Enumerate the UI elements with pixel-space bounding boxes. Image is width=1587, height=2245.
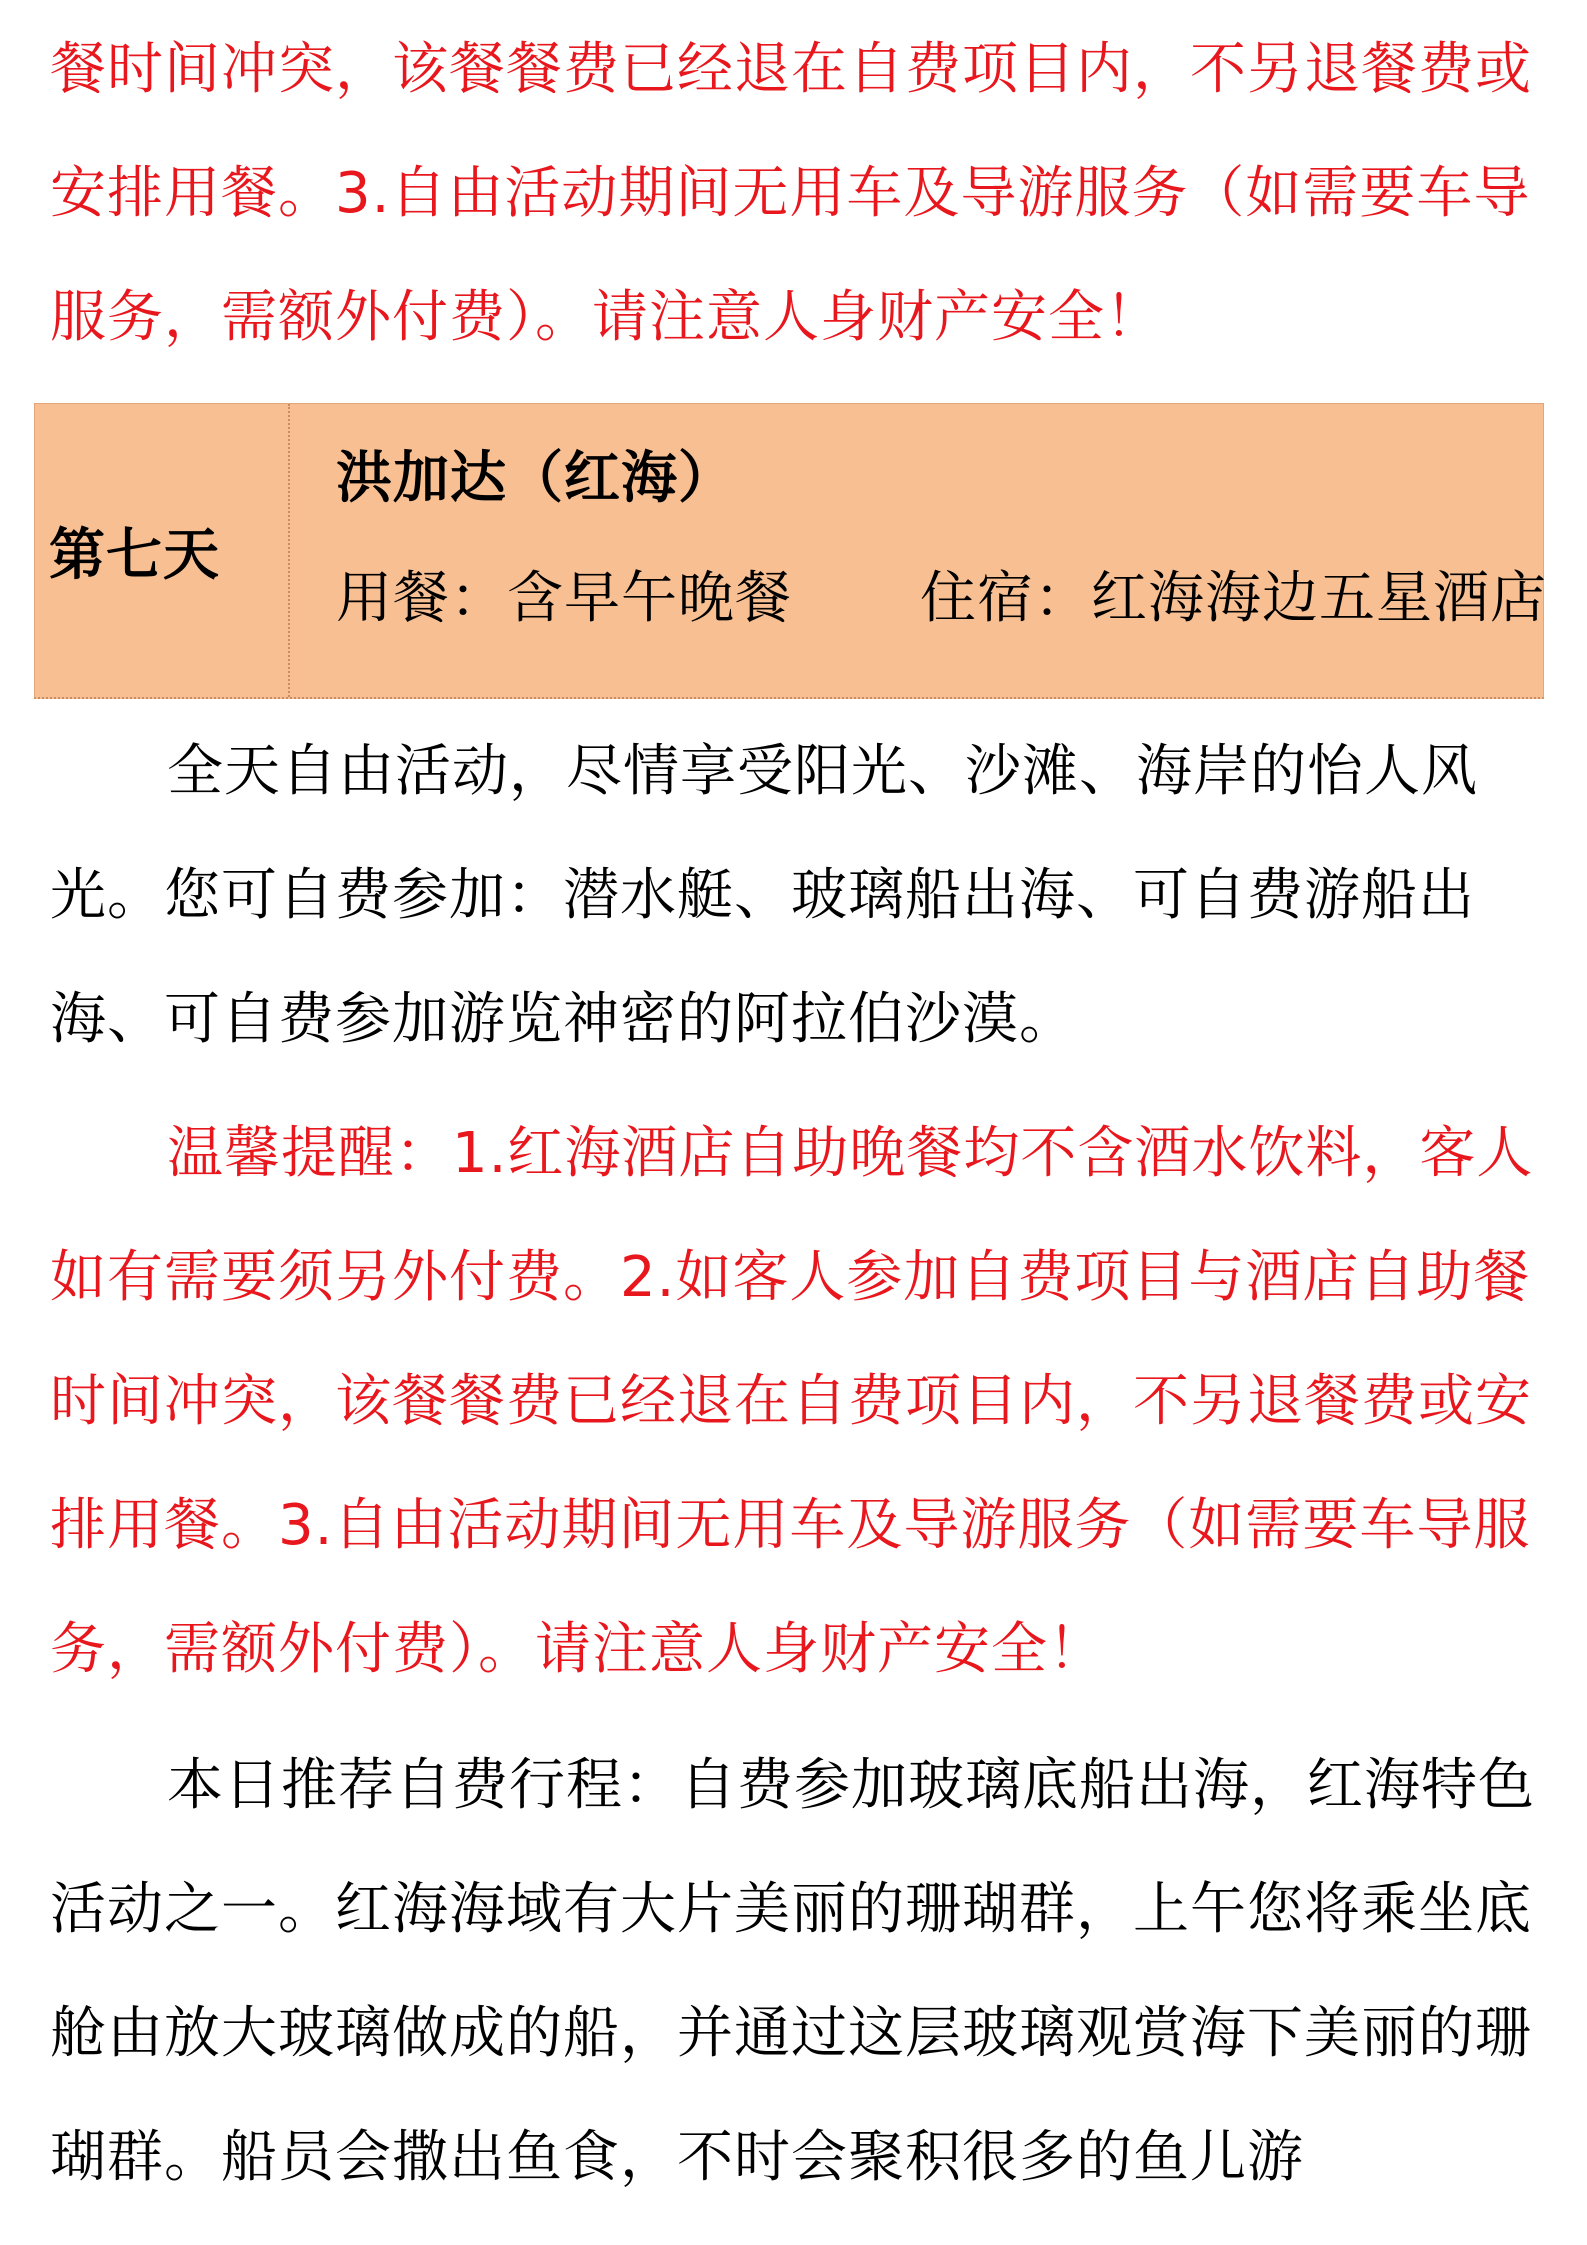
- day-info-cell: [290, 404, 1547, 697]
- day-header-table: [34, 403, 1547, 699]
- activity-paragraph: 全天自由活动，尽情享受阳光、沙滩、海岸的怡人风光。您可自费参加：潜水艇、玻璃船出海、可自费游船出海、可自费参加游览神密的阿拉伯沙漠。: [50, 739, 1478, 1052]
- previous-day-reminder-continuation: 餐时间冲突，该餐餐费已经退在自费项目内，不另退餐费或安排用餐。3.自由活动期间无用车及导游服务（如需要车导服务，需额外付费）。请注意人身财产安全！: [50, 37, 1532, 350]
- day-number-cell: [35, 404, 290, 697]
- accommodation-info: 住宿：红海海边五星酒店: [920, 566, 1547, 631]
- recommended-tour-paragraph: 本日推荐自费行程：自费参加玻璃底船出海，红海特色活动之一。红海海域有大片美丽的珊瑚群，上午您将乘坐底舱由放大玻璃做成的船，并通过这层玻璃观赏海下美丽的珊瑚群。船员会撒出鱼食，不时会聚积很多的鱼儿游: [50, 1753, 1535, 2190]
- destination-title: 洪加达（红海）: [336, 446, 735, 511]
- day-label: 第七天: [49, 522, 220, 588]
- meal-info: 用餐：含早午晚餐: [336, 566, 792, 631]
- warm-reminder-paragraph: 温馨提醒：1.红海酒店自助晚餐均不含酒水饮料，客人如有需要须另外付费。2.如客人参加自费项目与酒店自助餐时间冲突，该餐餐费已经退在自费项目内，不另退餐费或安排用餐。3.自由活动期间无用车及导游服务（如需要车导服务，需额外付费）。请注意人身财产安全！: [50, 1121, 1534, 1682]
